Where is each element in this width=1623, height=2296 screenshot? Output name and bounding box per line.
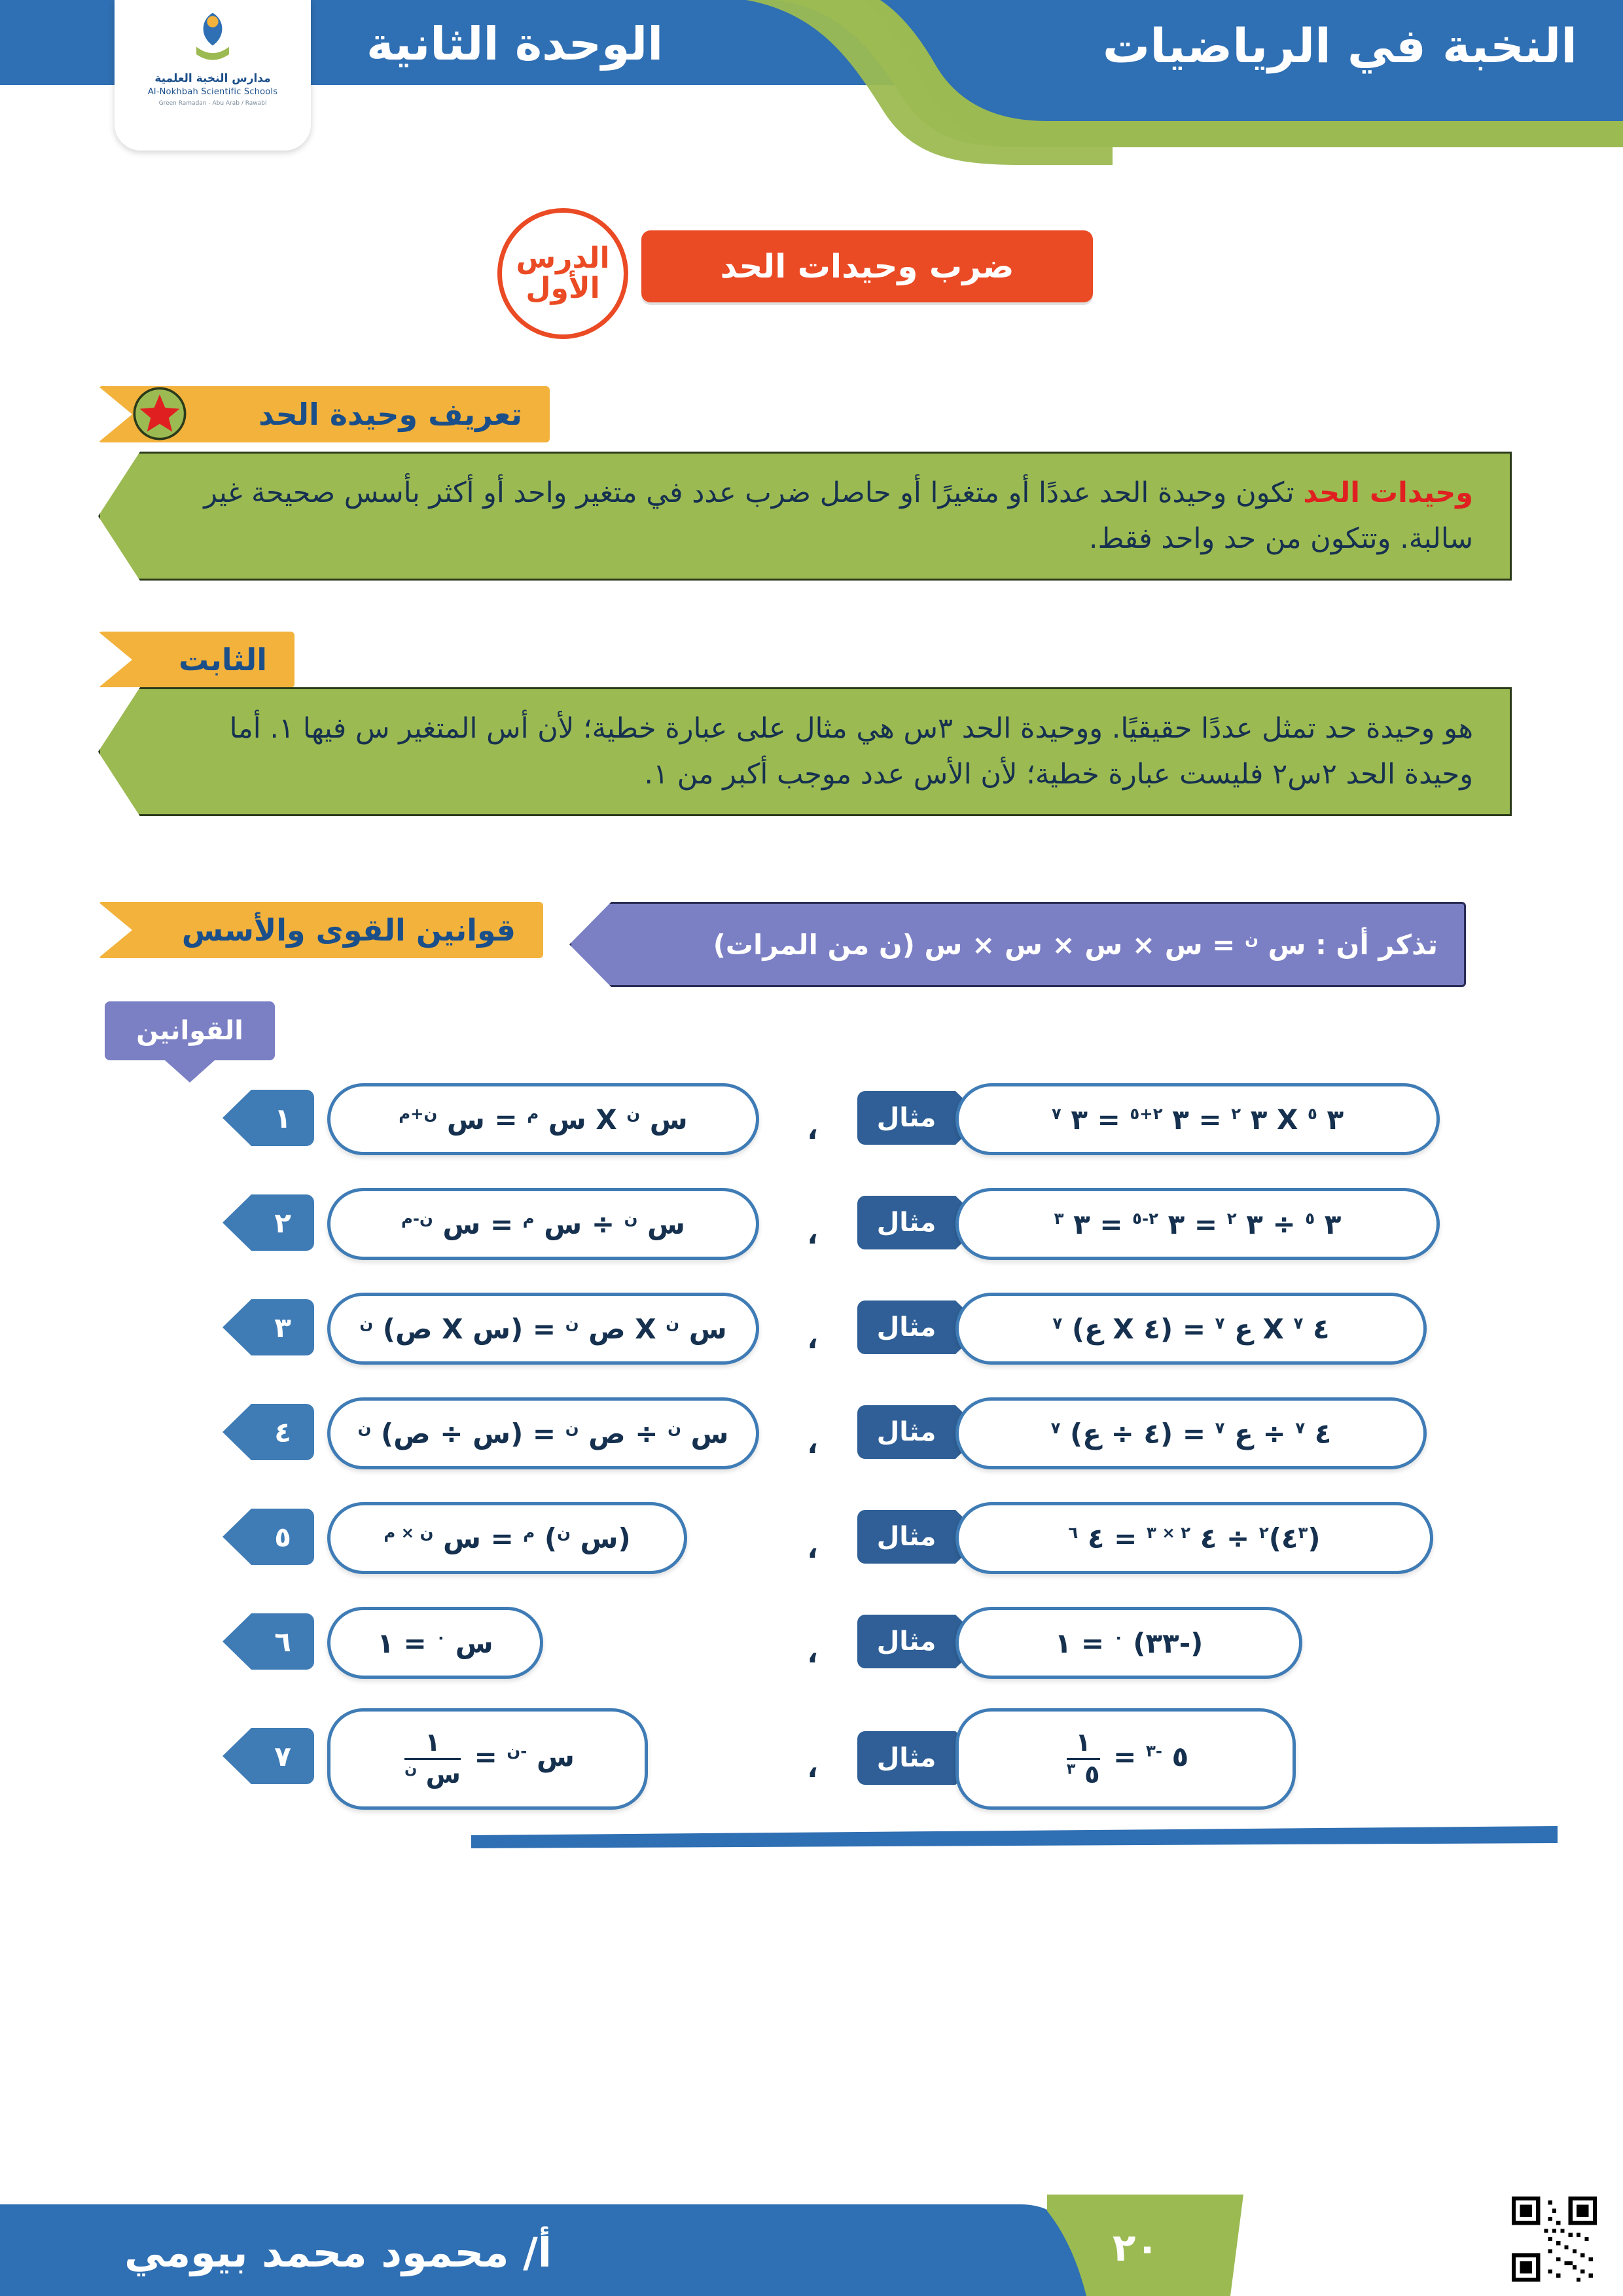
row-separator: ، bbox=[807, 1217, 818, 1251]
page-number: ٢٠ bbox=[1113, 2225, 1159, 2270]
law-row bbox=[0, 1391, 1623, 1476]
law-example: ٤ $^٧$ ÷ ع $^٧$ = (٤ ÷ ع) $^٧$ bbox=[955, 1397, 1427, 1469]
law-statement: س $^ن$ ÷ ص $^ن$ = (س ÷ ص) $^ن$ bbox=[327, 1397, 759, 1469]
law-example: $(٤^٣)^٢$ ÷ ٤ $^{٢ \times ٣}$ = ٤ $^٦$ bbox=[955, 1502, 1433, 1574]
unit-title: الوحدة الثانية bbox=[366, 17, 664, 71]
law-number: ٥ bbox=[251, 1509, 314, 1565]
constant-body: هو وحيدة حد تمثل عددًا حقيقيًا. ووحيدة الحد ٣س هي مثال على عبارة خطية؛ لأن أس المتغير س فيها ١. أما وحيدة الحد ٢س٢ فليست عبارة خطية؛ لأن الأس عدد موجب أكبر من ١. bbox=[229, 712, 1473, 791]
example-label: مثال bbox=[857, 1091, 955, 1145]
row-separator: ، bbox=[807, 1113, 818, 1146]
star-badge-icon bbox=[130, 384, 190, 444]
law-example: ٤ $^٧$ X ع $^٧$ = (٤ X ع) $^٧$ bbox=[955, 1293, 1427, 1365]
fraction: $\frac{١}{٥ ^٣}$ bbox=[1066, 1728, 1100, 1789]
example-label: مثال bbox=[857, 1510, 955, 1564]
row-separator: ، bbox=[807, 1322, 818, 1355]
laws-tab-text: القوانين bbox=[136, 1016, 243, 1046]
row-separator: ، bbox=[807, 1532, 818, 1565]
law-example: (-٣٣) $^٠$ = ١ bbox=[955, 1607, 1302, 1679]
law-row bbox=[0, 1702, 1623, 1813]
bottom-divider bbox=[471, 1826, 1571, 1852]
law-statement: س $^{-ن}$ = $\frac{١}{س ^ن}$ bbox=[327, 1708, 648, 1810]
reminder-box bbox=[569, 902, 1466, 987]
page-header bbox=[0, 0, 1623, 164]
school-logo bbox=[115, 0, 311, 151]
lesson-badge-line1: الدرس bbox=[516, 241, 610, 275]
qr-code-icon[interactable] bbox=[1512, 2197, 1597, 2282]
law-example: ٣ $^٥$ ÷ ٣ $^٢$ = ٣ $^{٢-٥}$ = ٣ $^٣$ bbox=[955, 1188, 1440, 1260]
law-statement: س $^ن$ X ص $^ن$ = (س X ص) $^ن$ bbox=[327, 1293, 759, 1365]
law-row bbox=[0, 1077, 1623, 1162]
law-row bbox=[0, 1286, 1623, 1371]
law-number: ٧ bbox=[251, 1728, 314, 1784]
box-notch bbox=[98, 452, 140, 581]
laws-heading-text: قوانين القوى والأسس bbox=[181, 912, 516, 948]
box-notch bbox=[98, 687, 140, 816]
row-separator: ، bbox=[807, 1636, 818, 1670]
lesson-title-bar bbox=[641, 230, 1093, 302]
logo-name-ar: مدارس النخبة العلمية bbox=[154, 72, 271, 85]
example-label: مثال bbox=[857, 1196, 955, 1249]
example-label: مثال bbox=[857, 1300, 955, 1354]
law-example: ٥ $^{-٣}$ = $\frac{١}{٥ ^٣}$ bbox=[955, 1708, 1296, 1810]
law-statement: (س $^ن$) $^م$ = س $^{ن \times م}$ bbox=[327, 1502, 687, 1574]
law-example: ٣ $^٥$ X ٣ $^٢$ = ٣ $^{٢+٥}$ = ٣ $^٧$ bbox=[955, 1083, 1440, 1155]
law-number: ٤ bbox=[251, 1404, 314, 1460]
law-number: ٢ bbox=[251, 1194, 314, 1251]
definition-highlight: وحيدات الحد bbox=[1303, 476, 1473, 509]
box-notch bbox=[569, 902, 611, 987]
example-label: مثال bbox=[857, 1731, 955, 1785]
law-statement: س $^ن$ ÷ س $^م$ = س $^{ن-م}$ bbox=[327, 1188, 759, 1260]
lesson-number-badge bbox=[497, 208, 628, 339]
law-row bbox=[0, 1600, 1623, 1685]
book-title: النخبة في الرياضيات bbox=[1102, 18, 1577, 73]
law-number: ٣ bbox=[251, 1299, 314, 1355]
constant-box bbox=[98, 687, 1512, 816]
law-statement: س $^٠$ = ١ bbox=[327, 1607, 543, 1679]
law-statement: س $^ن$ X س $^م$ = س $^{ن+م}$ bbox=[327, 1083, 759, 1155]
law-row bbox=[0, 1181, 1623, 1266]
law-row bbox=[0, 1496, 1623, 1581]
row-separator: ، bbox=[807, 1751, 818, 1784]
law-number: ١ bbox=[251, 1090, 314, 1146]
section-heading-constant bbox=[98, 632, 294, 688]
row-separator: ، bbox=[807, 1427, 818, 1460]
law-number: ٦ bbox=[251, 1613, 314, 1670]
lesson-badge-line2: الأول bbox=[526, 272, 600, 305]
example-label: مثال bbox=[857, 1405, 955, 1459]
example-label: مثال bbox=[857, 1615, 955, 1668]
reminder-text: تذكر أن : س $^ن$ = س × س × س × س (ن من المرات) bbox=[713, 928, 1438, 961]
constant-heading-text: الثابت bbox=[178, 642, 267, 677]
fraction: $\frac{١}{س ^ن}$ bbox=[404, 1728, 461, 1789]
logo-name-en: Al-Nokhbah Scientific Schools bbox=[147, 87, 278, 97]
section-heading-laws bbox=[98, 902, 543, 958]
definition-body: تكون وحيدة الحد عددًا أو متغيرًا أو حاصل ضرب عدد في متغير واحد أو أكثر بأسس صحيحة غير سالبة. وتتكون من حد واحد فقط. bbox=[204, 476, 1473, 555]
laws-tab bbox=[105, 1001, 275, 1060]
lesson-title: ضرب وحيدات الحد bbox=[720, 247, 1014, 285]
page-footer bbox=[0, 2198, 1623, 2296]
author-name: أ/ محمود محمد بيومي bbox=[124, 2229, 552, 2276]
definition-heading-text: تعريف وحيدة الحد bbox=[259, 397, 522, 432]
logo-icon bbox=[181, 8, 244, 71]
logo-sub-en: Green Ramadan - Abu Arab / Rawabi bbox=[158, 100, 267, 107]
definition-box bbox=[98, 452, 1512, 581]
